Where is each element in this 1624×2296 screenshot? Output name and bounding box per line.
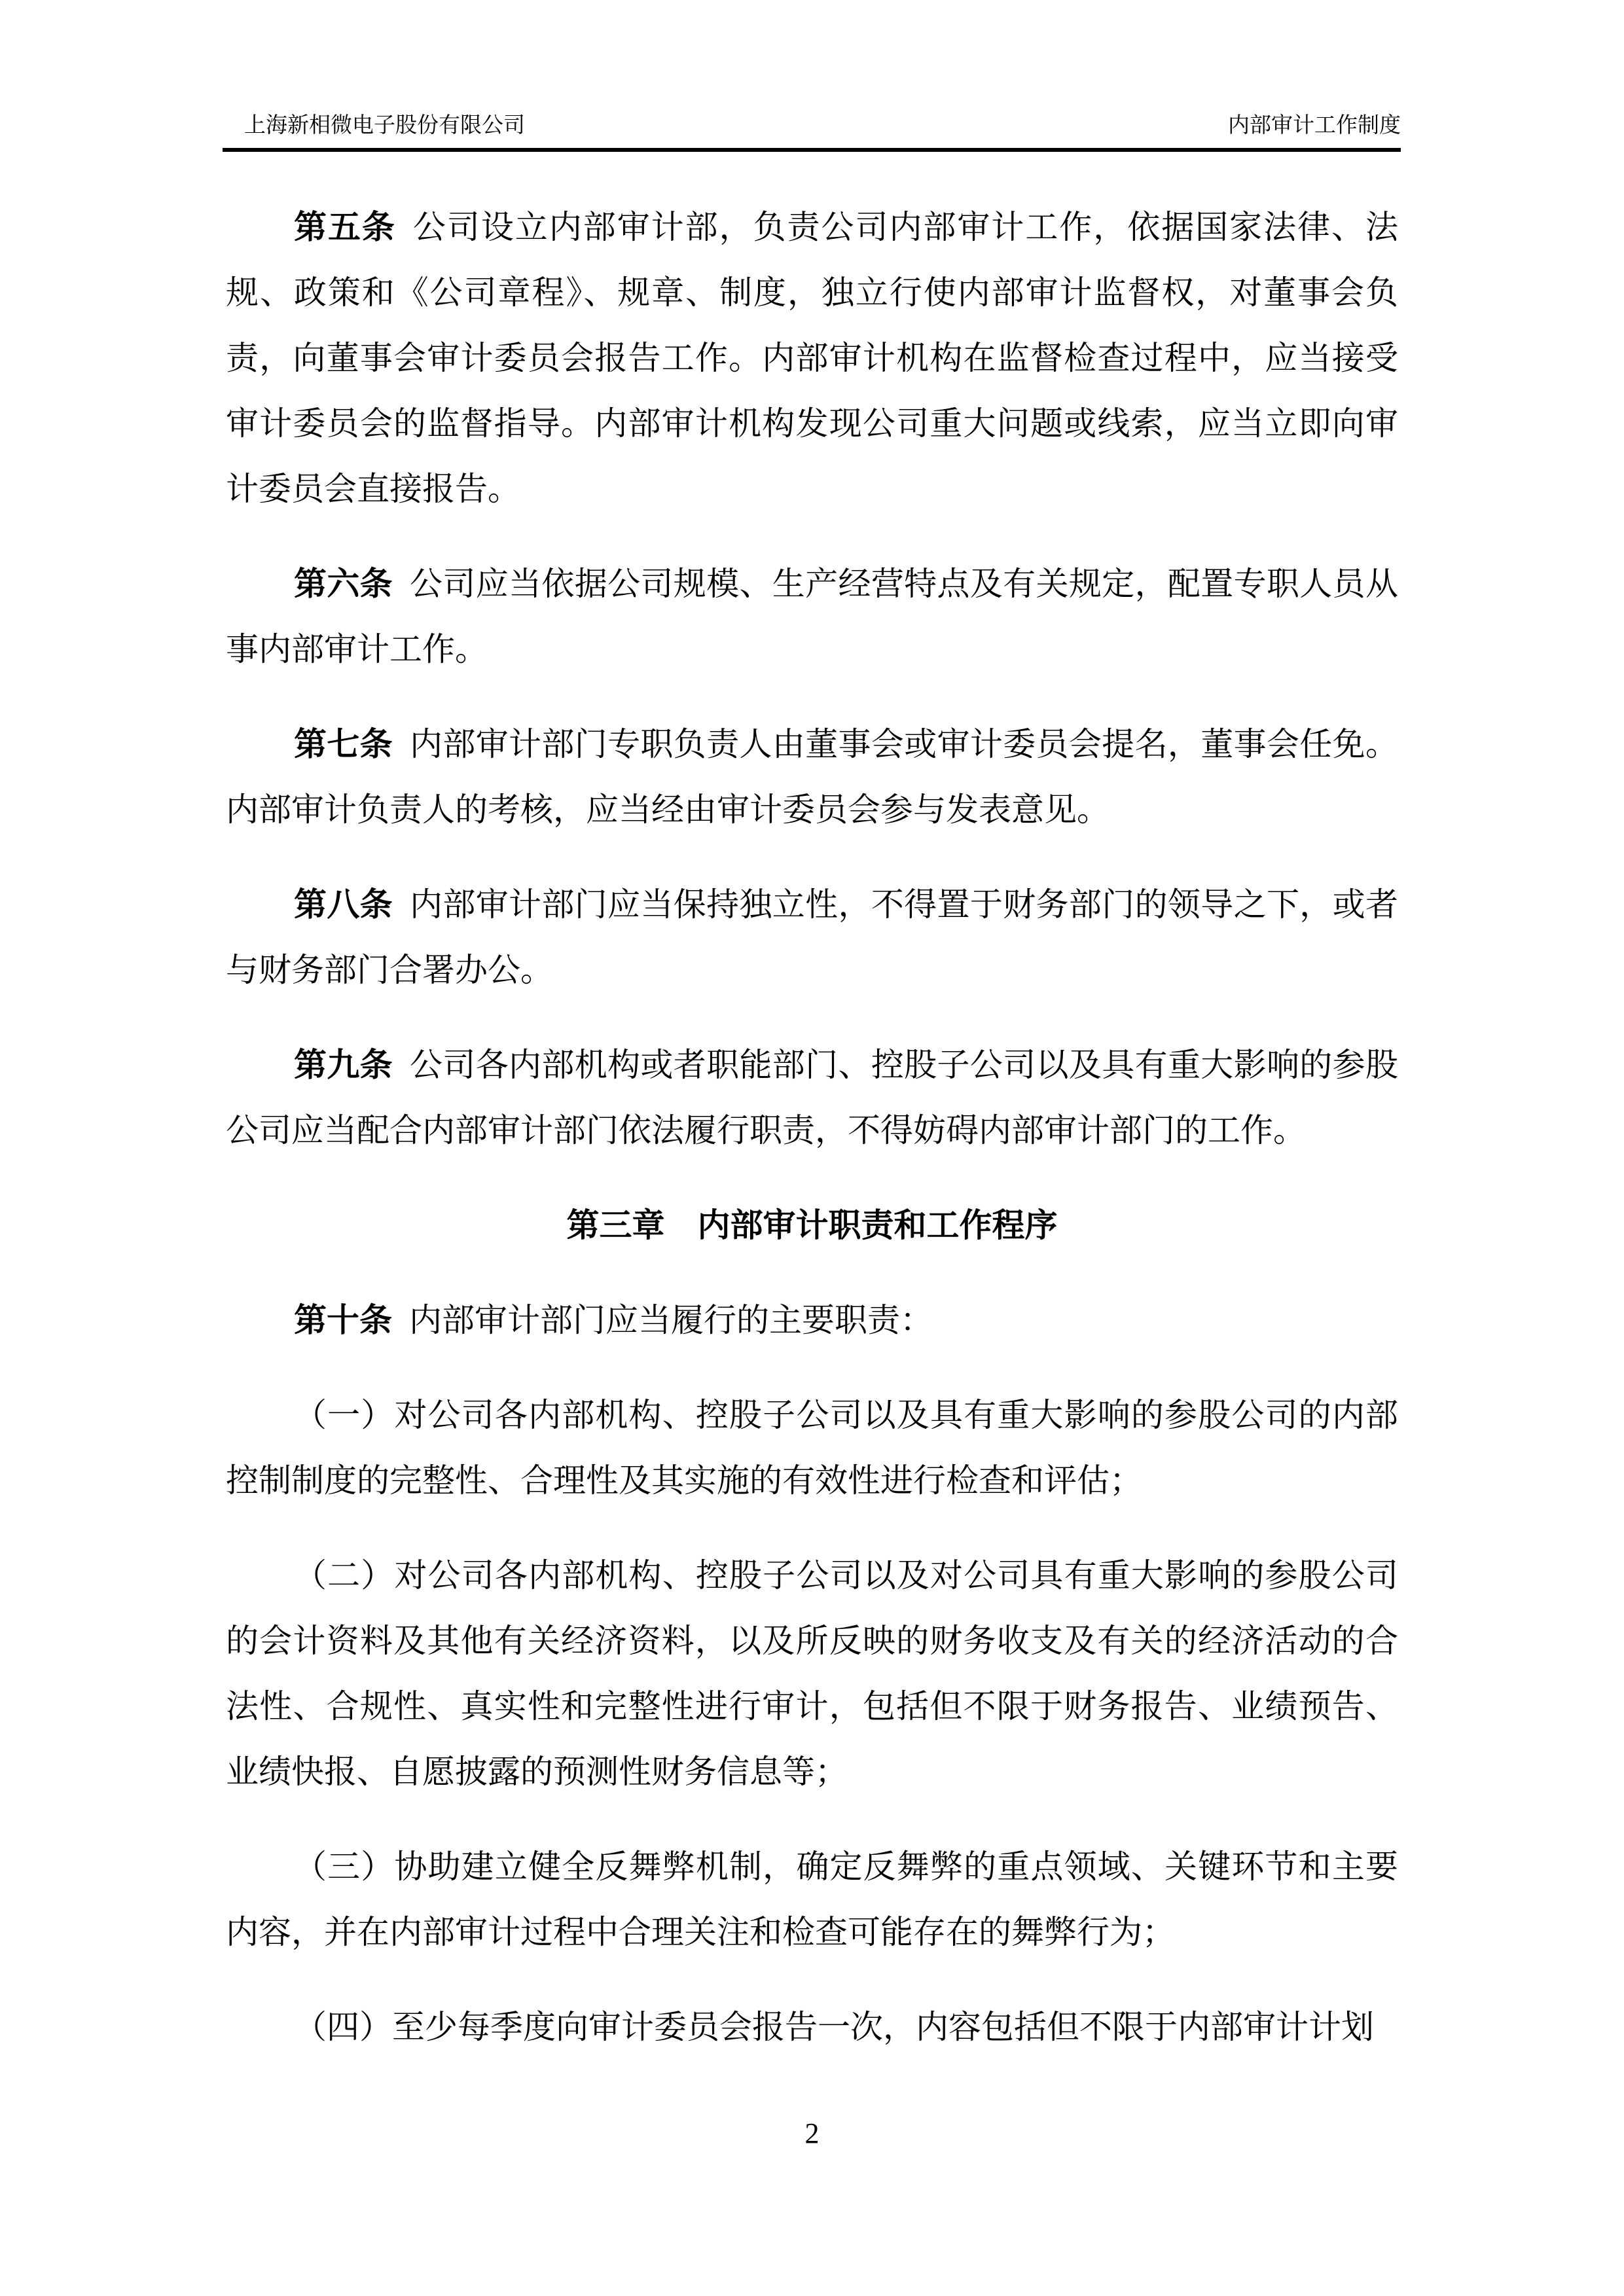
page-footer xyxy=(0,2115,1624,2152)
list-item-paragraph xyxy=(226,1994,1398,2060)
article-number: 第七条 xyxy=(294,726,393,762)
header-company-name: 上海新相微电子股份有限公司 xyxy=(244,114,525,137)
article-number: 第八条 xyxy=(294,886,393,923)
document-body xyxy=(226,194,1398,2089)
chapter-heading: 第三章 内部审计职责和工作程序 xyxy=(566,1207,1058,1244)
article-text: 公司设立内部审计部，负责公司内部审计工作，依据国家法律、法规、政策和《公司章程》、规章、制度，独立行使内部审计监督权，对董事会负责，向董事会审计委员会报告工作。内部审计机构在监督检查过程中，应当接受审计委员会的监督指导。内部审计机构发现公司重大问题或线索，应当立即向审计委员会直接报告。 xyxy=(226,209,1399,507)
article-paragraph xyxy=(226,711,1398,842)
article-number: 第九条 xyxy=(294,1047,393,1083)
page-number: 2 xyxy=(804,2117,820,2149)
article-paragraph xyxy=(226,1287,1398,1353)
article-paragraph xyxy=(226,872,1398,1003)
header-doc-title: 内部审计工作制度 xyxy=(1228,114,1401,137)
article-text: 公司各内部机构或者职能部门、控股子公司以及具有重大影响的参股公司应当配合内部审计部门依法履行职责，不得妨碍内部审计部门的工作。 xyxy=(226,1047,1398,1149)
article-paragraph xyxy=(226,551,1398,682)
article-text: 内部审计部门应当保持独立性，不得置于财务部门的领导之下，或者与财务部门合署办公。 xyxy=(226,886,1398,988)
list-item-paragraph xyxy=(226,1834,1398,1965)
article-text: 内部审计部门专职负责人由董事会或审计委员会提名，董事会任免。内部审计负责人的考核，应当经由审计委员会参与发表意见。 xyxy=(226,726,1398,828)
list-item-text: （三）协助建立健全反舞弊机制，确定反舞弊的重点领域、关键环节和主要内容，并在内部审计过程中合理关注和检查可能存在的舞弊行为； xyxy=(226,1848,1398,1950)
page-header xyxy=(223,113,1401,152)
article-number: 第五条 xyxy=(294,209,396,245)
list-item-text: （一）对公司各内部机构、控股子公司以及具有重大影响的参股公司的内部控制制度的完整性、合理性及其实施的有效性进行检查和评估； xyxy=(226,1397,1398,1499)
article-text: 公司应当依据公司规模、生产经营特点及有关规定，配置专职人员从事内部审计工作。 xyxy=(226,565,1398,668)
list-item-text: （二）对公司各内部机构、控股子公司以及对公司具有重大影响的参股公司的会计资料及其他有关经济资料，以及所反映的财务收支及有关的经济活动的合法性、合规性、真实性和完整性进行审计，包括但不限于财务报告、业绩预告、业绩快报、自愿披露的预测性财务信息等； xyxy=(226,1557,1398,1790)
list-item-text: （四）至少每季度向审计委员会报告一次，内容包括但不限于内部审计计划 xyxy=(294,2009,1374,2045)
list-item-paragraph xyxy=(226,1543,1398,1804)
article-number: 第十条 xyxy=(294,1302,392,1338)
article-number: 第六条 xyxy=(294,565,393,602)
article-paragraph xyxy=(226,194,1398,522)
article-text: 内部审计部门应当履行的主要职责： xyxy=(409,1302,933,1338)
list-item-paragraph xyxy=(226,1382,1398,1513)
article-paragraph xyxy=(226,1032,1398,1163)
